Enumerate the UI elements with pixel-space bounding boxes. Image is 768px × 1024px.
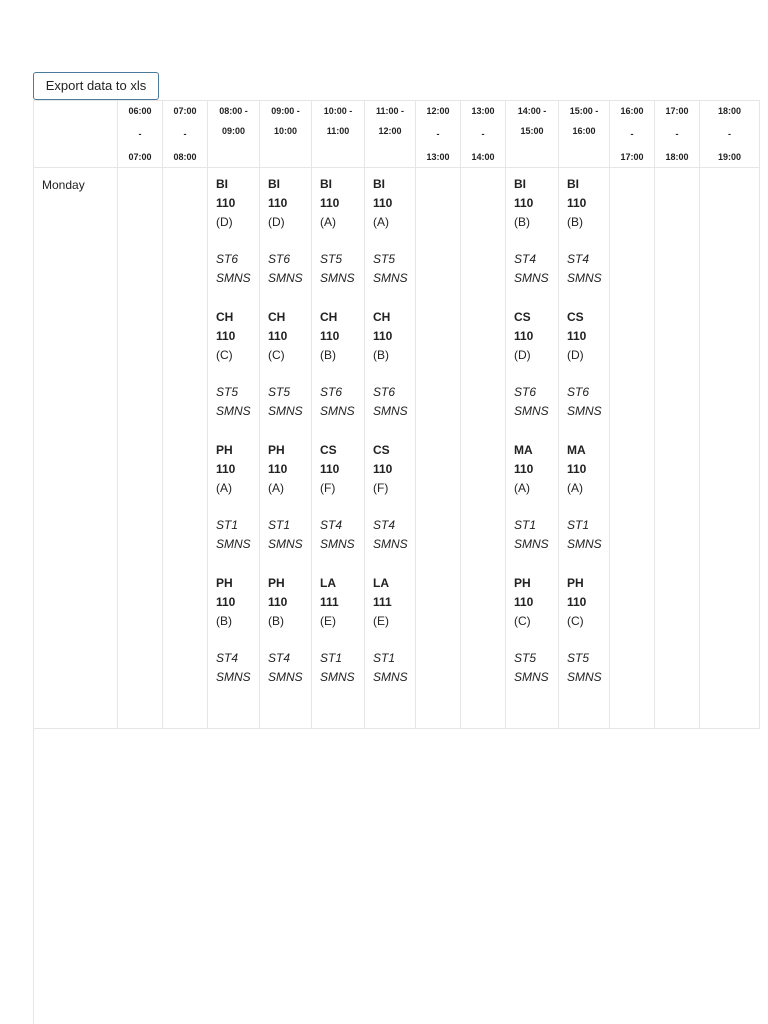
course-code: MA <box>567 443 586 457</box>
course-number: 110 <box>514 196 534 210</box>
room-label: ST1 <box>373 651 396 665</box>
class-entry <box>514 308 558 421</box>
course-number: 110 <box>373 329 393 343</box>
timetable <box>33 100 760 729</box>
course-number: 110 <box>567 595 587 609</box>
section-label: (D) <box>567 348 584 362</box>
slot-start: 14:00 - <box>517 106 547 116</box>
room-label: ST5 <box>514 651 537 665</box>
room-label: ST6 <box>373 385 396 399</box>
header-cell-slot <box>118 101 163 168</box>
course-code: BI <box>373 177 385 191</box>
class-entry <box>514 574 558 687</box>
room-label: ST1 <box>268 518 291 532</box>
course-number: 110 <box>567 462 587 476</box>
slot-dash: - <box>183 129 187 139</box>
room-label: ST4 <box>567 252 590 266</box>
slot-end: 16:00 <box>572 126 596 136</box>
slot-cell <box>559 168 610 729</box>
header-cell-slot <box>506 101 559 168</box>
slot-dash: - <box>138 129 142 139</box>
slot-end: 19:00 <box>717 152 742 162</box>
building-label: SMNS <box>320 537 355 551</box>
slot-end: 15:00 <box>520 126 544 136</box>
section-label: (A) <box>268 481 284 495</box>
course-number: 110 <box>320 462 340 476</box>
slot-cell <box>312 168 365 729</box>
course-number: 110 <box>320 329 340 343</box>
section-label: (F) <box>373 481 389 495</box>
section-label: (D) <box>216 215 233 229</box>
course-number: 110 <box>268 196 288 210</box>
room-label: ST5 <box>268 385 291 399</box>
section-label: (B) <box>216 614 232 628</box>
course-number: 111 <box>320 595 339 609</box>
room-label: ST4 <box>268 651 291 665</box>
header-cell-slot <box>700 101 760 168</box>
slot-end: 08:00 <box>173 152 197 162</box>
class-entry <box>268 308 311 421</box>
course-number: 110 <box>268 595 288 609</box>
slot-cell <box>700 168 760 729</box>
building-label: SMNS <box>268 271 303 285</box>
class-entry <box>514 441 558 554</box>
header-cell-slot <box>559 101 610 168</box>
header-row <box>34 101 760 168</box>
course-code: PH <box>216 443 233 457</box>
course-number: 110 <box>216 329 236 343</box>
course-code: PH <box>216 576 233 590</box>
building-label: SMNS <box>268 670 303 684</box>
room-label: ST1 <box>514 518 537 532</box>
slot-cell <box>208 168 260 729</box>
class-entry <box>320 574 364 687</box>
building-label: SMNS <box>216 404 251 418</box>
class-entry <box>320 308 364 421</box>
course-number: 110 <box>514 329 534 343</box>
room-label: ST5 <box>373 252 396 266</box>
slot-start: 15:00 - <box>569 106 599 116</box>
building-label: SMNS <box>514 271 549 285</box>
slot-cell <box>118 168 163 729</box>
section-label: (F) <box>320 481 336 495</box>
slot-start: 17:00 <box>665 106 689 116</box>
slot-start: 10:00 - <box>323 106 353 116</box>
slot-end: 09:00 <box>221 126 246 136</box>
class-entry <box>373 574 415 687</box>
building-label: SMNS <box>567 537 602 551</box>
course-code: BI <box>268 177 280 191</box>
class-entry <box>514 175 558 288</box>
section-label: (C) <box>268 348 285 362</box>
room-label: ST6 <box>567 385 590 399</box>
day-row-monday <box>34 168 760 729</box>
building-label: SMNS <box>373 670 408 684</box>
section-label: (A) <box>514 481 530 495</box>
room-label: ST4 <box>514 252 537 266</box>
header-cell-slot <box>163 101 208 168</box>
page-left-border <box>33 167 34 1024</box>
header-cell-slot <box>208 101 260 168</box>
course-code: BI <box>514 177 526 191</box>
section-label: (B) <box>320 348 336 362</box>
section-label: (C) <box>514 614 531 628</box>
course-number: 110 <box>216 196 236 210</box>
course-code: PH <box>514 576 531 590</box>
class-entry <box>268 574 311 687</box>
slot-dash: - <box>728 129 731 139</box>
course-code: PH <box>268 576 285 590</box>
class-entry <box>320 441 364 554</box>
course-code: PH <box>567 576 584 590</box>
slot-cell <box>163 168 208 729</box>
slot-start: 16:00 <box>620 106 644 116</box>
header-cell-slot <box>655 101 700 168</box>
course-number: 110 <box>320 196 340 210</box>
course-code: PH <box>268 443 285 457</box>
class-entry <box>567 574 609 687</box>
course-code: MA <box>514 443 533 457</box>
building-label: SMNS <box>320 404 355 418</box>
course-code: BI <box>567 177 579 191</box>
class-entry <box>268 175 311 288</box>
room-label: ST4 <box>216 651 239 665</box>
slot-start: 07:00 <box>173 106 197 116</box>
building-label: SMNS <box>216 271 251 285</box>
section-label: (C) <box>567 614 584 628</box>
course-number: 110 <box>567 196 587 210</box>
course-number: 110 <box>514 462 534 476</box>
room-label: ST5 <box>320 252 343 266</box>
room-label: ST4 <box>320 518 343 532</box>
slot-start: 12:00 <box>426 106 450 116</box>
course-code: CS <box>567 310 584 324</box>
course-code: CH <box>320 310 338 324</box>
slot-dash: - <box>675 129 679 139</box>
room-label: ST4 <box>373 518 396 532</box>
course-code: CH <box>268 310 286 324</box>
building-label: SMNS <box>514 537 549 551</box>
class-entry <box>216 574 259 687</box>
slot-end: 07:00 <box>128 152 152 162</box>
slot-start: 18:00 <box>717 106 742 116</box>
building-label: SMNS <box>268 404 303 418</box>
section-label: (D) <box>268 215 285 229</box>
building-label: SMNS <box>514 670 549 684</box>
slot-dash: - <box>630 129 634 139</box>
slot-start: 08:00 - <box>219 106 248 116</box>
section-label: (E) <box>320 614 336 628</box>
course-number: 110 <box>514 595 534 609</box>
course-code: CH <box>216 310 234 324</box>
slot-cell <box>610 168 655 729</box>
room-label: ST6 <box>514 385 537 399</box>
class-entry <box>567 441 609 554</box>
course-number: 110 <box>216 595 236 609</box>
slot-dash: - <box>481 129 485 139</box>
slot-end: 12:00 <box>378 126 402 136</box>
section-label: (E) <box>373 614 389 628</box>
slot-dash: - <box>436 129 440 139</box>
class-entry <box>216 441 259 554</box>
class-entry <box>567 175 609 288</box>
slot-cell <box>416 168 461 729</box>
class-entry <box>373 308 415 421</box>
course-code: LA <box>320 576 336 590</box>
slot-end: 10:00 <box>273 126 298 136</box>
section-label: (A) <box>567 481 583 495</box>
course-code: CH <box>373 310 391 324</box>
slot-cell <box>655 168 700 729</box>
slot-end: 17:00 <box>620 152 644 162</box>
building-label: SMNS <box>320 670 355 684</box>
section-label: (C) <box>216 348 233 362</box>
section-label: (B) <box>514 215 530 229</box>
course-number: 110 <box>373 196 393 210</box>
slot-start: 11:00 - <box>375 106 405 116</box>
class-entry <box>216 308 259 421</box>
section-label: (A) <box>320 215 336 229</box>
room-label: ST6 <box>268 252 291 266</box>
course-number: 110 <box>268 462 288 476</box>
timetable-scroll-area[interactable] <box>33 100 742 728</box>
class-entry <box>216 175 259 288</box>
room-label: ST1 <box>567 518 590 532</box>
room-label: ST1 <box>320 651 343 665</box>
header-cell-slot <box>365 101 416 168</box>
slot-cell <box>506 168 559 729</box>
class-entry <box>373 441 415 554</box>
room-label: ST5 <box>216 385 239 399</box>
timetable-body <box>34 168 760 729</box>
section-label: (B) <box>268 614 284 628</box>
header-cell-slot <box>610 101 655 168</box>
slot-start: 06:00 <box>128 106 152 116</box>
building-label: SMNS <box>567 404 602 418</box>
section-label: (B) <box>373 348 389 362</box>
room-label: ST6 <box>216 252 239 266</box>
slot-cell <box>461 168 506 729</box>
building-label: SMNS <box>373 271 408 285</box>
header-cell-slot <box>461 101 506 168</box>
building-label: SMNS <box>514 404 549 418</box>
slot-end: 18:00 <box>665 152 689 162</box>
slot-end: 13:00 <box>426 152 450 162</box>
building-label: SMNS <box>320 271 355 285</box>
export-xls-button[interactable]: Export data to xls <box>33 72 159 100</box>
course-number: 110 <box>373 462 393 476</box>
slot-cell <box>260 168 312 729</box>
course-code: CS <box>514 310 531 324</box>
section-label: (B) <box>567 215 583 229</box>
section-label: (D) <box>514 348 531 362</box>
header-cell-slot <box>312 101 365 168</box>
section-label: (A) <box>216 481 232 495</box>
day-label: Monday <box>34 168 118 729</box>
course-number: 111 <box>373 595 392 609</box>
header-cell-slot <box>416 101 461 168</box>
class-entry <box>320 175 364 288</box>
course-code: CS <box>373 443 390 457</box>
section-label: (A) <box>373 215 389 229</box>
building-label: SMNS <box>216 670 251 684</box>
course-number: 110 <box>567 329 587 343</box>
header-cell-slot <box>260 101 312 168</box>
slot-end: 11:00 <box>326 126 350 136</box>
course-code: BI <box>216 177 228 191</box>
course-code: BI <box>320 177 332 191</box>
building-label: SMNS <box>268 537 303 551</box>
slot-start: 09:00 - <box>271 106 300 116</box>
course-number: 110 <box>216 462 236 476</box>
room-label: ST5 <box>567 651 590 665</box>
building-label: SMNS <box>567 670 602 684</box>
class-entry <box>567 308 609 421</box>
building-label: SMNS <box>567 271 602 285</box>
building-label: SMNS <box>373 537 408 551</box>
slot-end: 14:00 <box>471 152 495 162</box>
building-label: SMNS <box>373 404 408 418</box>
building-label: SMNS <box>216 537 251 551</box>
slot-cell <box>365 168 416 729</box>
course-number: 110 <box>268 329 288 343</box>
class-entry <box>268 441 311 554</box>
course-code: CS <box>320 443 337 457</box>
header-cell-day <box>34 101 118 168</box>
room-label: ST1 <box>216 518 239 532</box>
class-entry <box>373 175 415 288</box>
course-code: LA <box>373 576 389 590</box>
slot-start: 13:00 <box>471 106 495 116</box>
room-label: ST6 <box>320 385 343 399</box>
